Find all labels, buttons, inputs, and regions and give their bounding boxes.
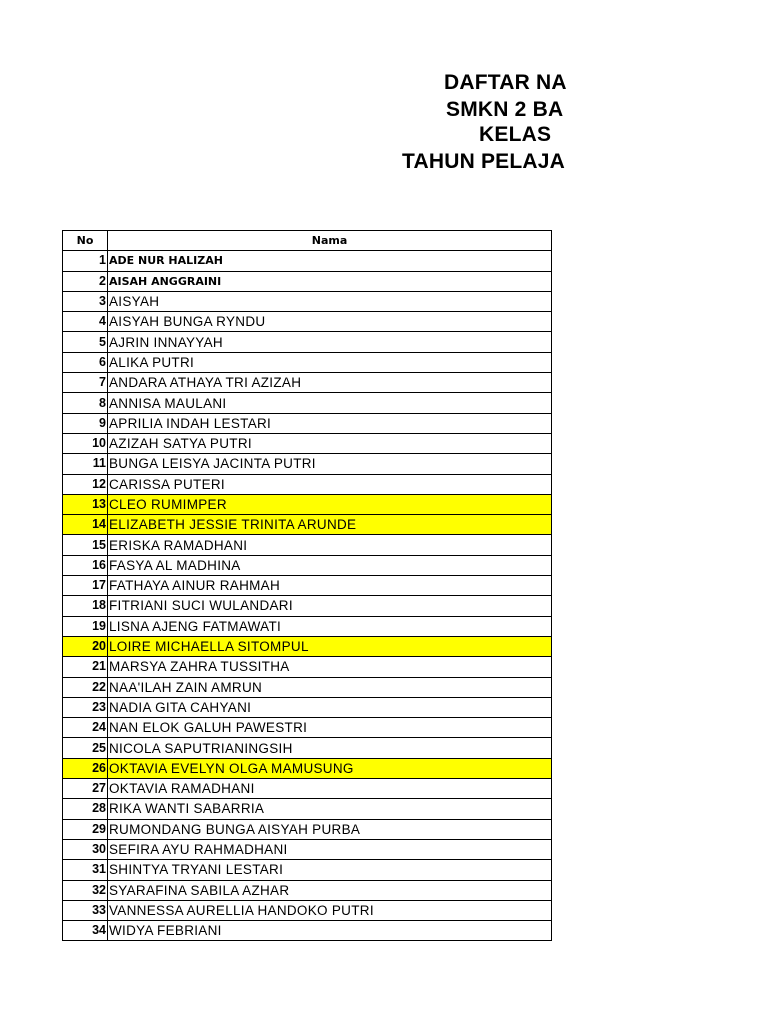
row-number: 10 xyxy=(63,433,108,453)
row-number: 15 xyxy=(63,535,108,555)
table-row xyxy=(63,921,552,941)
student-name: NAN ELOK GALUH PAWESTRI xyxy=(108,718,552,738)
column-header-nama: Nama xyxy=(108,231,552,251)
row-number: 17 xyxy=(63,576,108,596)
student-name: OKTAVIA EVELYN OLGA MAMUSUNG xyxy=(108,758,552,778)
row-number: 32 xyxy=(63,880,108,900)
row-number: 2 xyxy=(63,271,108,291)
table-row xyxy=(63,799,552,819)
row-number: 4 xyxy=(63,312,108,332)
table-row xyxy=(63,738,552,758)
row-number: 19 xyxy=(63,616,108,636)
student-name: SHINTYA TRYANI LESTARI xyxy=(108,860,552,880)
row-number: 5 xyxy=(63,332,108,352)
row-number: 33 xyxy=(63,900,108,920)
student-name: SYARAFINA SABILA AZHAR xyxy=(108,880,552,900)
row-number: 22 xyxy=(63,677,108,697)
table-row xyxy=(63,251,552,271)
table-row xyxy=(63,373,552,393)
student-name: CLEO RUMIMPER xyxy=(108,494,552,514)
row-number: 24 xyxy=(63,718,108,738)
row-number: 20 xyxy=(63,636,108,656)
student-name: ALIKA PUTRI xyxy=(108,352,552,372)
student-name: ELIZABETH JESSIE TRINITA ARUNDE xyxy=(108,515,552,535)
table-row xyxy=(63,596,552,616)
table-row xyxy=(63,636,552,656)
table-row xyxy=(63,860,552,880)
table-row xyxy=(63,413,552,433)
row-number: 30 xyxy=(63,839,108,859)
student-name: BUNGA LEISYA JACINTA PUTRI xyxy=(108,454,552,474)
table-row xyxy=(63,291,552,311)
student-name: AJRIN INNAYYAH xyxy=(108,332,552,352)
table-row xyxy=(63,779,552,799)
student-name: APRILIA INDAH LESTARI xyxy=(108,413,552,433)
student-name: LOIRE MICHAELLA SITOMPUL xyxy=(108,636,552,656)
student-name: NAA'ILAH ZAIN AMRUN xyxy=(108,677,552,697)
row-number: 1 xyxy=(63,251,108,271)
table-row xyxy=(63,352,552,372)
table-row xyxy=(63,393,552,413)
table-header-row xyxy=(63,231,552,251)
table-row xyxy=(63,433,552,453)
student-name: FATHAYA AINUR RAHMAH xyxy=(108,576,552,596)
table-row xyxy=(63,900,552,920)
table-row xyxy=(63,616,552,636)
table-row xyxy=(63,515,552,535)
row-number: 13 xyxy=(63,494,108,514)
row-number: 7 xyxy=(63,373,108,393)
table-row xyxy=(63,494,552,514)
table-row xyxy=(63,758,552,778)
student-name: ADE NUR HALIZAH xyxy=(108,251,552,271)
row-number: 21 xyxy=(63,657,108,677)
table-row xyxy=(63,474,552,494)
table-row xyxy=(63,332,552,352)
table-row xyxy=(63,819,552,839)
table-row xyxy=(63,839,552,859)
document-title: DAFTAR NA SMKN 2 BA KELAS TAHUN PELAJA xyxy=(402,71,567,173)
row-number: 23 xyxy=(63,697,108,717)
student-name: AISYAH BUNGA RYNDU xyxy=(108,312,552,332)
row-number: 28 xyxy=(63,799,108,819)
student-name: RIKA WANTI SABARRIA xyxy=(108,799,552,819)
table-body xyxy=(63,251,552,941)
row-number: 29 xyxy=(63,819,108,839)
row-number: 25 xyxy=(63,738,108,758)
table-row xyxy=(63,657,552,677)
student-name: LISNA AJENG FATMAWATI xyxy=(108,616,552,636)
table-row xyxy=(63,555,552,575)
student-name: ERISKA RAMADHANI xyxy=(108,535,552,555)
row-number: 27 xyxy=(63,779,108,799)
student-name: WIDYA FEBRIANI xyxy=(108,921,552,941)
row-number: 6 xyxy=(63,352,108,372)
student-name: RUMONDANG BUNGA AISYAH PURBA xyxy=(108,819,552,839)
table-row xyxy=(63,312,552,332)
row-number: 34 xyxy=(63,921,108,941)
table-row xyxy=(63,454,552,474)
row-number: 3 xyxy=(63,291,108,311)
student-name: CARISSA PUTERI xyxy=(108,474,552,494)
table-row xyxy=(63,880,552,900)
row-number: 14 xyxy=(63,515,108,535)
student-name: AISAH ANGGRAINI xyxy=(108,271,552,291)
student-name: VANNESSA AURELLIA HANDOKO PUTRI xyxy=(108,900,552,920)
student-name: OKTAVIA RAMADHANI xyxy=(108,779,552,799)
row-number: 16 xyxy=(63,555,108,575)
student-name: FITRIANI SUCI WULANDARI xyxy=(108,596,552,616)
student-name: AISYAH xyxy=(108,291,552,311)
table-row xyxy=(63,576,552,596)
student-name: NICOLA SAPUTRIANINGSIH xyxy=(108,738,552,758)
student-name: AZIZAH SATYA PUTRI xyxy=(108,433,552,453)
row-number: 26 xyxy=(63,758,108,778)
column-header-no: No xyxy=(63,231,108,251)
row-number: 18 xyxy=(63,596,108,616)
table-row xyxy=(63,697,552,717)
student-name: MARSYA ZAHRA TUSSITHA xyxy=(108,657,552,677)
student-name: FASYA AL MADHINA xyxy=(108,555,552,575)
row-number: 8 xyxy=(63,393,108,413)
table-row xyxy=(63,271,552,291)
student-name: SEFIRA AYU RAHMADHANI xyxy=(108,839,552,859)
student-table xyxy=(62,230,552,941)
row-number: 9 xyxy=(63,413,108,433)
student-name: ANDARA ATHAYA TRI AZIZAH xyxy=(108,373,552,393)
row-number: 11 xyxy=(63,454,108,474)
table-row xyxy=(63,718,552,738)
table-row xyxy=(63,677,552,697)
row-number: 31 xyxy=(63,860,108,880)
student-name: NADIA GITA CAHYANI xyxy=(108,697,552,717)
table-row xyxy=(63,535,552,555)
student-name: ANNISA MAULANI xyxy=(108,393,552,413)
row-number: 12 xyxy=(63,474,108,494)
